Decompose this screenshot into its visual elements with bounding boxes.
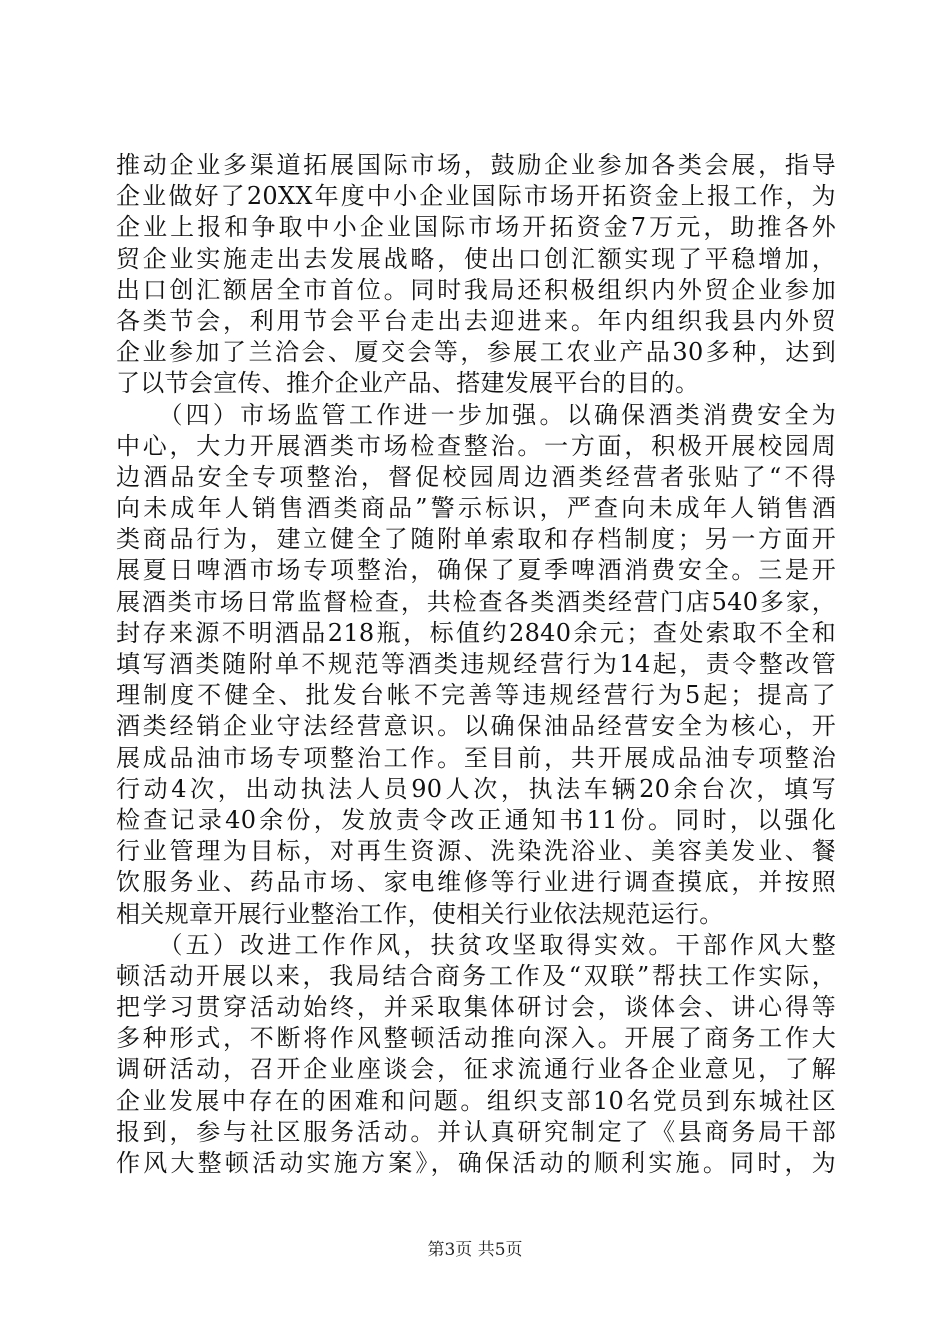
text-line: 企业上报和争取中小企业国际市场开拓资金7万元，助推各外 [116, 213, 836, 242]
text-line: 封存来源不明酒品218瓶，标值约2840余元；查处索取不全和 [116, 618, 836, 647]
text-line: 展酒类市场日常监督检查，共检查各类酒类经营门店540多家， [116, 587, 836, 616]
text-line: 调研活动，召开企业座谈会，征求流通行业各企业意见，了解 [116, 1055, 836, 1084]
text-line: 企业参加了兰洽会、厦交会等，参展工农业产品30多种，达到 [116, 338, 836, 367]
text-line: 填写酒类随附单不规范等酒类违规经营行为14起，责令整改管 [116, 650, 836, 678]
text-line: 相关规章开展行业整治工作，使相关行业依法规范运行。 [116, 899, 724, 928]
text-line: 饮服务业、药品市场、家电维修等行业进行调查摸底，并按照 [116, 868, 836, 897]
text-line: 理制度不健全、批发台帐不完善等违规经营行为5起；提高了 [116, 681, 836, 710]
text-line: 推动企业多渠道拓展国际市场，鼓励企业参加各类会展，指导 [116, 151, 836, 179]
text-line: 展夏日啤酒市场专项整治，确保了夏季啤酒消费安全。三是开 [116, 556, 836, 585]
text-line: 多种形式，不断将作风整顿活动推向深入。开展了商务工作大 [116, 1024, 836, 1053]
text-line: 把学习贯穿活动始终，并采取集体研讨会，谈体会、讲心得等 [116, 993, 836, 1022]
document-body [116, 150, 836, 1179]
page-footer: 第3页 共5页 [427, 1240, 523, 1260]
text-line: 展成品油市场专项整治工作。至目前，共开展成品油专项整治 [116, 743, 836, 772]
text-line: 企业做好了20XX年度中小企业国际市场开拓资金上报工作，为 [116, 182, 836, 211]
text-line: 类商品行为，建立健全了随附单索取和存档制度；另一方面开 [116, 525, 836, 554]
text-line: 各类节会，利用节会平台走出去迎进来。年内组织我县内外贸 [116, 306, 836, 335]
text-line: 企业发展中存在的困难和问题。组织支部10名党员到东城社区 [116, 1086, 836, 1115]
text-line: 向未成年人销售酒类商品”警示标识，严查向未成年人销售酒 [116, 494, 836, 523]
text-line: 边酒品安全专项整治，督促校园周边酒类经营者张贴了“不得 [116, 462, 836, 491]
text-line: （四）市场监管工作进一步加强。以确保酒类消费安全为 [116, 400, 836, 429]
text-line: 贸企业实施走出去发展战略，使出口创汇额实现了平稳增加， [116, 244, 836, 273]
text-line: 顿活动开展以来，我局结合商务工作及“双联”帮扶工作实际， [116, 961, 836, 990]
text-line: 行业管理为目标，对再生资源、洗染洗浴业、美容美发业、餐 [116, 837, 836, 866]
text-line: 酒类经销企业守法经营意识。以确保油品经营安全为核心，开 [116, 712, 836, 741]
text-line: 了以节会宣传、推介企业产品、搭建发展平台的目的。 [116, 369, 700, 398]
text-line: 出口创汇额居全市首位。同时我局还积极组织内外贸企业参加 [116, 275, 836, 304]
text-line: 行动4次，出动执法人员90人次，执法车辆20余台次，填写 [116, 774, 836, 803]
text-line: 中心，大力开展酒类市场检查整治。一方面，积极开展校园周 [116, 431, 836, 460]
text-line: 报到，参与社区服务活动。并认真研究制定了《县商务局干部 [116, 1117, 836, 1146]
text-line: 检查记录40余份，发放责令改正通知书11份。同时，以强化 [116, 805, 836, 834]
text-line: （五）改进工作作风，扶贫攻坚取得实效。干部作风大整 [116, 930, 836, 959]
text-line: 作风大整顿活动实施方案》，确保活动的顺利实施。同时，为 [116, 1149, 836, 1177]
